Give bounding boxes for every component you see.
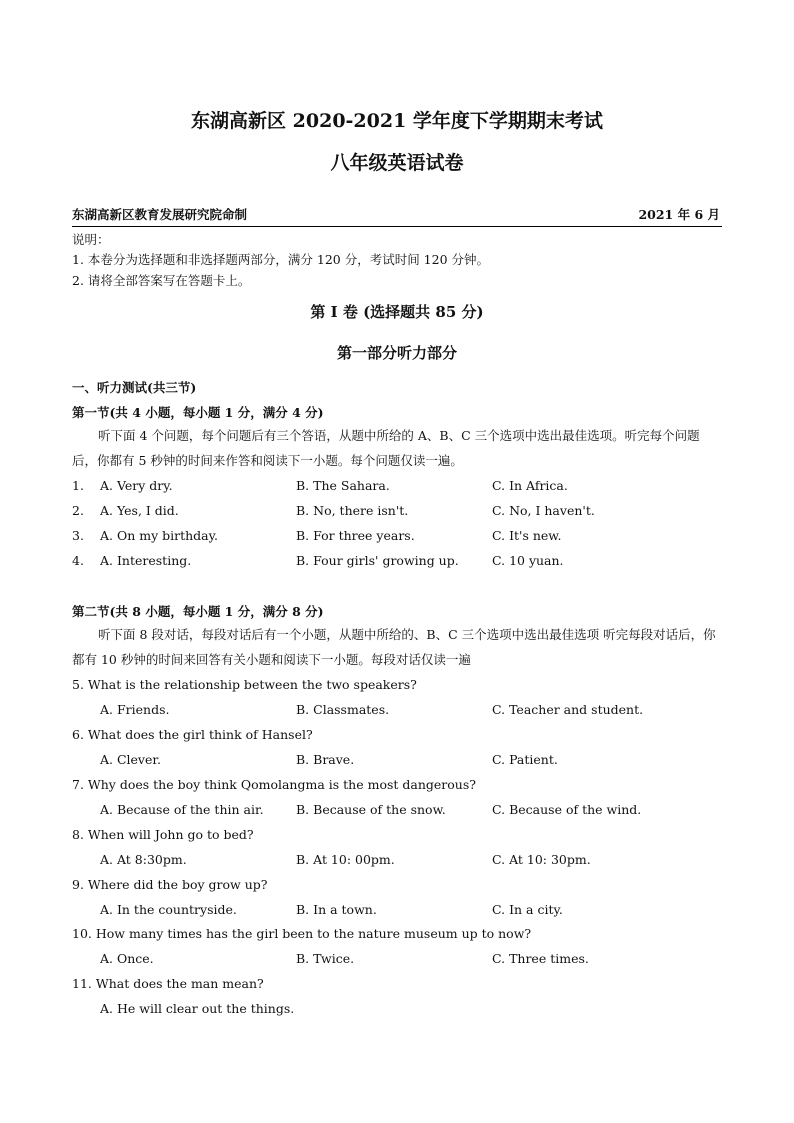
issuer-label: 东湖高新区教育发展研究院命制 <box>72 207 248 222</box>
sec1-question-row <box>72 553 724 571</box>
option-a: A. Very dry. <box>100 478 173 493</box>
option-c: C. Because of the wind. <box>492 802 642 817</box>
sec1-question-row <box>72 503 724 521</box>
option-b: B. Brave. <box>296 752 355 767</box>
option-a: A. Friends. <box>100 702 170 717</box>
sec1-question-row <box>72 478 724 496</box>
option-c: C. Patient. <box>492 752 558 767</box>
option-b: B. Twice. <box>296 951 355 966</box>
option-a: A. Because of the thin air. <box>100 802 264 817</box>
option-c: C. 10 yuan. <box>492 553 564 568</box>
option-c: C. In a city. <box>492 902 563 917</box>
option-b: B. Classmates. <box>296 702 390 717</box>
option-a: A. Yes, I did. <box>100 503 179 518</box>
note-item: 1. 本卷分为选择题和非选择题两部分，满分 120 分，考试时间 120 分钟。 <box>72 252 490 267</box>
exam-subtitle: 八年级英语试卷 <box>330 152 464 174</box>
exam-date: 2021 年 6 月 <box>638 207 720 222</box>
question-stem: 9. Where did the boy grow up? <box>72 877 268 892</box>
sec1-instructions: 听下面 4 个问题，每个问题后有三个答语，从题中所给的 A、B、C 三个选项中选出最佳选项。听完每个问题后，你都有 5 秒钟的时间来作答和阅读下一小题。每个问题仅读一遍。 <box>72 428 700 468</box>
question-number: 3. <box>72 528 84 543</box>
sec1-title: 第一节(共 4 小题，每小题 1 分，满分 4 分) <box>72 405 324 420</box>
option-b: B. The Sahara. <box>296 478 390 493</box>
sec1-question-row <box>72 528 724 546</box>
option-a: A. At 8:30pm. <box>100 852 187 867</box>
sec2-options-row <box>72 702 724 720</box>
option-c: C. At 10: 30pm. <box>492 852 591 867</box>
question-stem: 5. What is the relationship between the two speakers? <box>72 677 417 692</box>
sec2-options-row <box>72 1001 724 1019</box>
question-number: 4. <box>72 553 84 568</box>
option-a: A. He will clear out the things. <box>100 1001 295 1016</box>
sec2-options-row <box>72 752 724 770</box>
question-stem: 10. How many times has the girl been to the nature museum up to now? <box>72 926 532 941</box>
question-number: 1. <box>72 478 84 493</box>
sec2-options-row <box>72 802 724 820</box>
section-title: 一、听力测试(共三节) <box>72 380 197 395</box>
option-a: A. On my birthday. <box>100 528 219 543</box>
option-a: A. Interesting. <box>100 553 192 568</box>
question-stem: 7. Why does the boy think Qomolangma is the most dangerous? <box>72 777 476 792</box>
option-c: C. Teacher and student. <box>492 702 644 717</box>
sec2-options-row <box>72 902 724 920</box>
part-title: 第一部分听力部分 <box>336 344 457 362</box>
option-b: B. In a town. <box>296 902 377 917</box>
option-c: C. No, I haven't. <box>492 503 595 518</box>
option-c: C. It's new. <box>492 528 562 543</box>
notes-label: 说明： <box>72 232 110 247</box>
option-a: A. In the countryside. <box>100 902 237 917</box>
header-divider <box>72 226 722 227</box>
question-stem: 11. What does the man mean? <box>72 976 264 991</box>
sec2-options-row <box>72 852 724 870</box>
sec2-title: 第二节(共 8 小题，每小题 1 分，满分 8 分) <box>72 604 324 619</box>
sec2-options-row <box>72 951 724 969</box>
option-b: B. Four girls' growing up. <box>296 553 459 568</box>
question-stem: 8. When will John go to bed? <box>72 827 254 842</box>
exam-title: 东湖高新区 2020-2021 学年度下学期期末考试 <box>191 110 603 132</box>
question-number: 2. <box>72 503 84 518</box>
sec2-instructions: 听下面 8 段对话，每段对话后有一个小题，从题中所给的、B、C 三个选项中选出最佳选项 听完每段对话后，你都有 10 秒钟的时间来回答有关小题和阅读下一小题。每段对话仅读一遍 <box>72 627 716 667</box>
option-a: A. Once. <box>100 951 154 966</box>
note-item: 2. 请将全部答案写在答题卡上。 <box>72 273 251 288</box>
option-b: B. Because of the snow. <box>296 802 446 817</box>
option-a: A. Clever. <box>100 752 161 767</box>
volume-title: 第 I 卷 (选择题共 85 分) <box>310 303 484 321</box>
question-stem: 6. What does the girl think of Hansel? <box>72 727 313 742</box>
option-c: C. Three times. <box>492 951 589 966</box>
option-b: B. No, there isn't. <box>296 503 409 518</box>
option-b: B. For three years. <box>296 528 415 543</box>
option-b: B. At 10: 00pm. <box>296 852 395 867</box>
option-c: C. In Africa. <box>492 478 568 493</box>
